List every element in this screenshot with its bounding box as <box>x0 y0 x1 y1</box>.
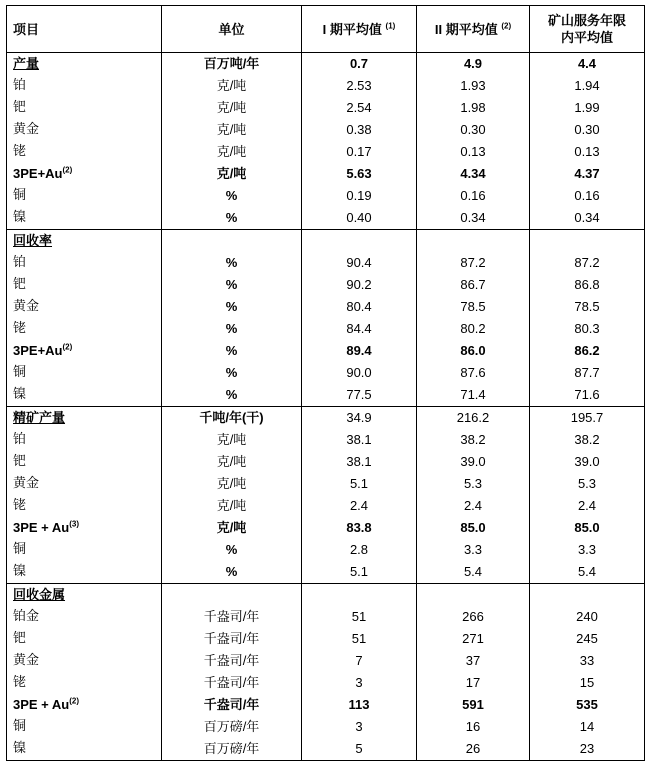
row-phase1-value: 0.19 <box>302 185 417 207</box>
row-unit: 克/吨 <box>162 141 302 163</box>
table-row <box>7 694 645 716</box>
row-phase2-value: 37 <box>417 650 530 672</box>
row-phase1-value <box>302 584 417 607</box>
table-row <box>7 451 645 473</box>
row-label: $3PE + Au^{(2)}$ <box>7 694 162 716</box>
row-phase2-value: 1.98 <box>417 97 530 119</box>
row-lom-value: 0.34 <box>530 207 645 230</box>
row-phase1-value: 84.4 <box>302 318 417 340</box>
row-label: 铂 <box>7 429 162 451</box>
row-label: 铜 <box>7 362 162 384</box>
row-unit: % <box>162 384 302 407</box>
header-phase2 <box>417 6 530 53</box>
row-phase2-value: 26 <box>417 738 530 761</box>
row-phase2-value <box>417 584 530 607</box>
header-item: 项目 <box>7 6 162 53</box>
row-phase2-value: 87.2 <box>417 252 530 274</box>
table-row <box>7 672 645 694</box>
table-row <box>7 362 645 384</box>
row-phase1-value: 0.38 <box>302 119 417 141</box>
row-unit: 克/吨 <box>162 75 302 97</box>
row-unit: % <box>162 362 302 384</box>
row-unit: 克/吨 <box>162 429 302 451</box>
row-lom-value: 5.3 <box>530 473 645 495</box>
row-label: 产量 <box>7 53 162 76</box>
row-phase1-value: 0.40 <box>302 207 417 230</box>
header-phase2-note: (2) <box>501 21 512 31</box>
row-phase1-value: 83.8 <box>302 517 417 539</box>
row-label: 精矿产量 <box>7 407 162 430</box>
row-label: 镍 <box>7 561 162 584</box>
table-row <box>7 738 645 761</box>
row-lom-value: 38.2 <box>530 429 645 451</box>
table-row <box>7 495 645 517</box>
table-header-row <box>7 6 645 53</box>
row-lom-value <box>530 230 645 253</box>
table-row <box>7 628 645 650</box>
row-label: $3PE+Au^{(2)}$ <box>7 163 162 185</box>
row-unit: 千盎司/年 <box>162 650 302 672</box>
row-phase2-value: 0.30 <box>417 119 530 141</box>
table-row <box>7 318 645 340</box>
row-lom-value: 535 <box>530 694 645 716</box>
row-label: 钯 <box>7 628 162 650</box>
row-label: 钯 <box>7 97 162 119</box>
row-phase1-value: 3 <box>302 716 417 738</box>
row-phase1-value: 34.9 <box>302 407 417 430</box>
row-lom-value: 1.94 <box>530 75 645 97</box>
header-phase1-note: (1) <box>385 21 396 31</box>
row-phase1-value: 7 <box>302 650 417 672</box>
row-phase2-value: 5.4 <box>417 561 530 584</box>
row-label: 黄金 <box>7 119 162 141</box>
table-row <box>7 384 645 407</box>
row-lom-value: 0.30 <box>530 119 645 141</box>
row-label: 铂金 <box>7 606 162 628</box>
row-phase2-value: 80.2 <box>417 318 530 340</box>
row-label: 黄金 <box>7 650 162 672</box>
row-unit <box>162 584 302 607</box>
row-phase1-value: 77.5 <box>302 384 417 407</box>
row-phase2-value: 39.0 <box>417 451 530 473</box>
row-phase2-value: 17 <box>417 672 530 694</box>
row-label-note: (3) <box>69 519 80 529</box>
row-lom-value <box>530 584 645 607</box>
row-label: 铑 <box>7 141 162 163</box>
row-label: $3PE+Au^{(2)}$ <box>7 340 162 362</box>
row-phase2-value: 86.0 <box>417 340 530 362</box>
row-lom-value: 14 <box>530 716 645 738</box>
table-row <box>7 163 645 185</box>
table-row <box>7 274 645 296</box>
row-lom-value: 2.4 <box>530 495 645 517</box>
row-label: 铂 <box>7 75 162 97</box>
row-unit: 百万磅/年 <box>162 738 302 761</box>
row-label: 铂 <box>7 252 162 274</box>
row-phase1-value: 38.1 <box>302 451 417 473</box>
row-phase2-value: 1.93 <box>417 75 530 97</box>
row-phase2-value <box>417 230 530 253</box>
row-lom-value: 87.7 <box>530 362 645 384</box>
header-phase2-label: II 期平均值 <box>434 21 498 37</box>
row-lom-value: 3.3 <box>530 539 645 561</box>
row-phase1-value: 2.8 <box>302 539 417 561</box>
table-row <box>7 561 645 584</box>
row-lom-value: 33 <box>530 650 645 672</box>
row-phase2-value: 5.3 <box>417 473 530 495</box>
row-unit: % <box>162 274 302 296</box>
row-phase1-value: 0.7 <box>302 53 417 76</box>
row-phase2-value: 4.9 <box>417 53 530 76</box>
row-phase2-value: 2.4 <box>417 495 530 517</box>
row-phase1-value: 0.17 <box>302 141 417 163</box>
row-phase2-value: 0.13 <box>417 141 530 163</box>
header-lom-line1: 矿山服务年限 <box>547 13 626 28</box>
row-label: 回收金属 <box>7 584 162 607</box>
header-unit: 单位 <box>162 6 302 53</box>
table-row <box>7 53 645 76</box>
row-unit: 千盎司/年 <box>162 672 302 694</box>
row-label: 铑 <box>7 495 162 517</box>
row-label: 钯 <box>7 274 162 296</box>
row-phase1-value: 2.54 <box>302 97 417 119</box>
row-phase2-value: 4.34 <box>417 163 530 185</box>
table-row <box>7 606 645 628</box>
row-lom-value: 5.4 <box>530 561 645 584</box>
row-unit: % <box>162 340 302 362</box>
row-label: 铑 <box>7 672 162 694</box>
row-phase1-value: 90.0 <box>302 362 417 384</box>
row-phase2-value: 0.34 <box>417 207 530 230</box>
row-unit: 百万磅/年 <box>162 716 302 738</box>
row-lom-value: 4.4 <box>530 53 645 76</box>
row-unit: 百万吨/年 <box>162 53 302 76</box>
row-phase2-value: 86.7 <box>417 274 530 296</box>
row-label: 镍 <box>7 207 162 230</box>
row-unit: % <box>162 539 302 561</box>
table-row <box>7 407 645 430</box>
row-label: 镍 <box>7 384 162 407</box>
row-label: 铜 <box>7 716 162 738</box>
row-phase1-value: 51 <box>302 628 417 650</box>
row-phase2-value: 0.16 <box>417 185 530 207</box>
header-lom <box>530 6 645 53</box>
row-unit: 克/吨 <box>162 473 302 495</box>
row-phase1-value: 2.4 <box>302 495 417 517</box>
row-lom-value: 0.16 <box>530 185 645 207</box>
row-lom-value: 15 <box>530 672 645 694</box>
row-lom-value: 245 <box>530 628 645 650</box>
row-phase1-value: 51 <box>302 606 417 628</box>
row-lom-value: 87.2 <box>530 252 645 274</box>
production-summary-table <box>6 5 645 761</box>
row-unit: 克/吨 <box>162 517 302 539</box>
row-phase1-value: 89.4 <box>302 340 417 362</box>
row-lom-value: 23 <box>530 738 645 761</box>
row-unit: 克/吨 <box>162 97 302 119</box>
row-unit: 千盎司/年 <box>162 606 302 628</box>
table-row <box>7 539 645 561</box>
row-unit: % <box>162 296 302 318</box>
row-unit: % <box>162 207 302 230</box>
row-unit: 克/吨 <box>162 495 302 517</box>
row-phase1-value: 5.1 <box>302 561 417 584</box>
table-row <box>7 650 645 672</box>
row-unit: 千吨/年(干) <box>162 407 302 430</box>
row-phase2-value: 271 <box>417 628 530 650</box>
row-label: 铜 <box>7 185 162 207</box>
row-unit: 千盎司/年 <box>162 628 302 650</box>
table-row <box>7 141 645 163</box>
row-phase2-value: 71.4 <box>417 384 530 407</box>
row-phase1-value: 90.4 <box>302 252 417 274</box>
row-phase2-value: 266 <box>417 606 530 628</box>
row-phase2-value: 87.6 <box>417 362 530 384</box>
row-label-note: (2) <box>62 342 73 352</box>
row-label: 黄金 <box>7 296 162 318</box>
row-phase1-value: 80.4 <box>302 296 417 318</box>
row-unit: % <box>162 561 302 584</box>
row-phase1-value: 3 <box>302 672 417 694</box>
row-unit: % <box>162 318 302 340</box>
row-lom-value: 0.13 <box>530 141 645 163</box>
row-lom-value: 80.3 <box>530 318 645 340</box>
table-row <box>7 340 645 362</box>
row-phase2-value: 3.3 <box>417 539 530 561</box>
row-phase2-value: 216.2 <box>417 407 530 430</box>
row-lom-value: 1.99 <box>530 97 645 119</box>
row-lom-value: 240 <box>530 606 645 628</box>
table-row <box>7 473 645 495</box>
row-unit: 千盎司/年 <box>162 694 302 716</box>
row-lom-value: 4.37 <box>530 163 645 185</box>
row-unit: 克/吨 <box>162 119 302 141</box>
row-label-note: (2) <box>69 696 80 706</box>
row-phase1-value: 5.63 <box>302 163 417 185</box>
row-phase1-value: 113 <box>302 694 417 716</box>
row-label: 回收率 <box>7 230 162 253</box>
table-row <box>7 296 645 318</box>
table-row <box>7 429 645 451</box>
header-phase1 <box>302 6 417 53</box>
row-label: 铑 <box>7 318 162 340</box>
row-phase1-value <box>302 230 417 253</box>
table-row <box>7 716 645 738</box>
table-row <box>7 97 645 119</box>
table-row <box>7 517 645 539</box>
row-lom-value: 86.8 <box>530 274 645 296</box>
table-row <box>7 230 645 253</box>
table-row <box>7 119 645 141</box>
row-label-note: (2) <box>62 165 73 175</box>
row-lom-value: 71.6 <box>530 384 645 407</box>
row-lom-value: 85.0 <box>530 517 645 539</box>
table-row <box>7 252 645 274</box>
row-unit: % <box>162 252 302 274</box>
row-phase2-value: 38.2 <box>417 429 530 451</box>
header-lom-line2: 内平均值 <box>560 30 613 45</box>
table-row <box>7 207 645 230</box>
row-phase1-value: 5 <box>302 738 417 761</box>
row-label: 铜 <box>7 539 162 561</box>
row-phase2-value: 78.5 <box>417 296 530 318</box>
row-lom-value: 195.7 <box>530 407 645 430</box>
row-unit <box>162 230 302 253</box>
row-unit: % <box>162 185 302 207</box>
row-label: $3PE + Au^{(3)}$ <box>7 517 162 539</box>
row-unit: 克/吨 <box>162 163 302 185</box>
row-label: 钯 <box>7 451 162 473</box>
table-row <box>7 75 645 97</box>
table-row <box>7 185 645 207</box>
row-phase2-value: 591 <box>417 694 530 716</box>
table-row <box>7 584 645 607</box>
header-phase1-label: I 期平均值 <box>322 21 382 37</box>
row-lom-value: 86.2 <box>530 340 645 362</box>
row-unit: 克/吨 <box>162 451 302 473</box>
row-phase2-value: 85.0 <box>417 517 530 539</box>
row-phase1-value: 90.2 <box>302 274 417 296</box>
row-phase1-value: 38.1 <box>302 429 417 451</box>
row-phase1-value: 5.1 <box>302 473 417 495</box>
row-lom-value: 39.0 <box>530 451 645 473</box>
row-lom-value: 78.5 <box>530 296 645 318</box>
row-label: 黄金 <box>7 473 162 495</box>
row-label: 镍 <box>7 738 162 761</box>
row-phase1-value: 2.53 <box>302 75 417 97</box>
row-phase2-value: 16 <box>417 716 530 738</box>
